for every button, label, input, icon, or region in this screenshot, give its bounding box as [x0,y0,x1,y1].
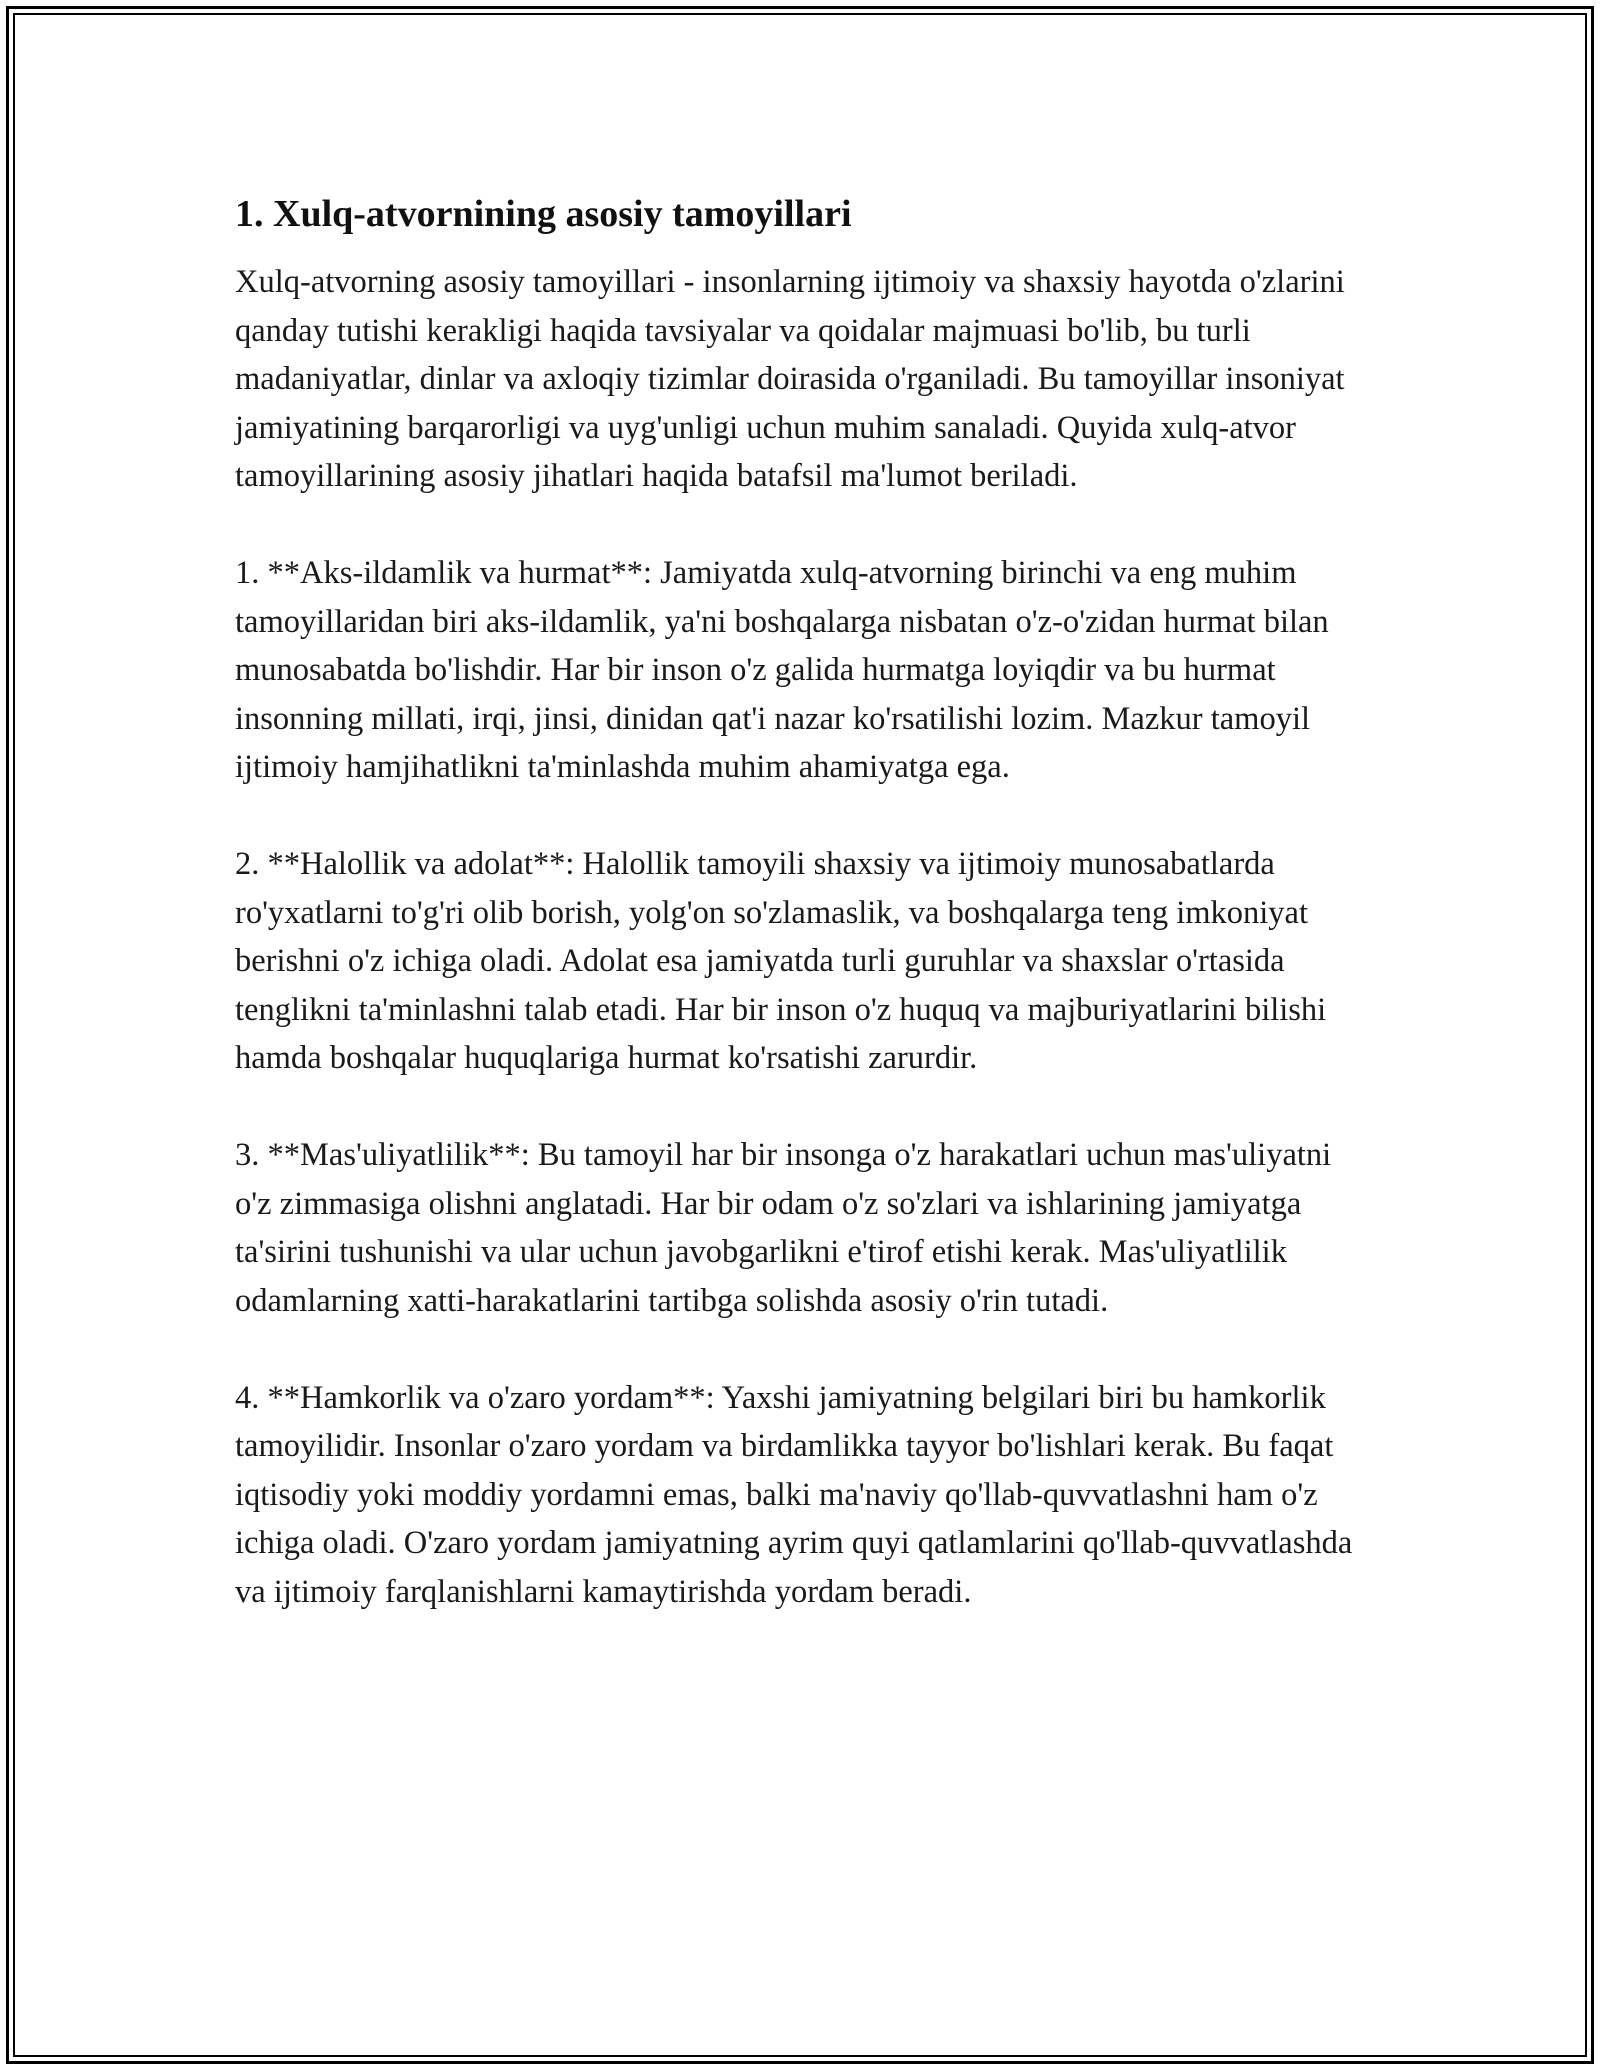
intro-paragraph: Xulq-atvorning asosiy tamoyillari - insonlarning ijtimoiy va shaxsiy hayotda o'zlarini qanday tutishi kerakligi haqida tavsiyalar va qoidalar majmuasi bo'lib, bu turli madaniyatlar, dinlar va axloqiy tizimlar doirasida o'rganiladi. Bu tamoyillar insoniyat jamiyatining barqarorligi va uyg'unligi uchun muhim sanaladi. Quyida xulq-atvor tamoyillarining asosiy jihatlari haqida batafsil ma'lumot beriladi. [235,264,1345,494]
principle-3-paragraph: 3. **Mas'uliyatlilik**: Bu tamoyil har bir insonga o'z harakatlari uchun mas'uliyatni o'z zimmasiga olishni anglatadi. Har bir odam o'z so'zlari va ishlarining jamiyatga ta'sirini tushunishi va ular uchun javobgarlikni e'tirof etishi kerak. Mas'uliyatlilik odamlarning xatti-harakatlarini tartibga solishda asosiy o'rin tutadi. [235,1137,1332,1319]
principle-1-paragraph: 1. **Aks-ildamlik va hurmat**: Jamiyatda xulq-atvorning birinchi va eng muhim tamoyillaridan biri aks-ildamlik, ya'ni boshqalarga nisbatan o'z-o'zidan hurmat bilan munosabatda bo'lishdir. Har bir inson o'z galida hurmatga loyiqdir va bu hurmat insonning millati, irqi, jinsi, dinidan qat'i nazar ko'rsatilishi lozim. Mazkur tamoyil ijtimoiy hamjihatlikni ta'minlashda muhim ahamiyatga ega. [235,555,1329,785]
document-body [235,184,1365,1665]
principle-2-paragraph: 2. **Halollik va adolat**: Halollik tamoyili shaxsiy va ijtimoiy munosabatlarda ro'yxatlarni to'g'ri olib borish, yolg'on so'zlamaslik, va boshqalarga teng imkoniyat berishni o'z ichiga oladi. Adolat esa jamiyatda turli guruhlar va shaxslar o'rtasida tenglikni ta'minlashni talab etadi. Har bir inson o'z huquq va majburiyatlarini bilishi hamda boshqalar huquqlariga hurmat ko'rsatishi zarurdir. [235,846,1327,1076]
section-heading: 1. Xulq-atvornining asosiy tamoyillari [235,193,852,235]
principle-4-paragraph: 4. **Hamkorlik va o'zaro yordam**: Yaxshi jamiyatning belgilari biri bu hamkorlik tamoyilidir. Insonlar o'zaro yordam va birdamlikka tayyor bo'lishlari kerak. Bu faqat iqtisodiy yoki moddiy yordamni emas, balki ma'naviy qo'llab-quvvatlashni ham o'z ichiga oladi. O'zaro yordam jamiyatning ayrim quyi qatlamlarini qo'llab-quvvatlashda va ijtimoiy farqlanishlarni kamaytirishda yordam beradi. [235,1379,1353,1610]
